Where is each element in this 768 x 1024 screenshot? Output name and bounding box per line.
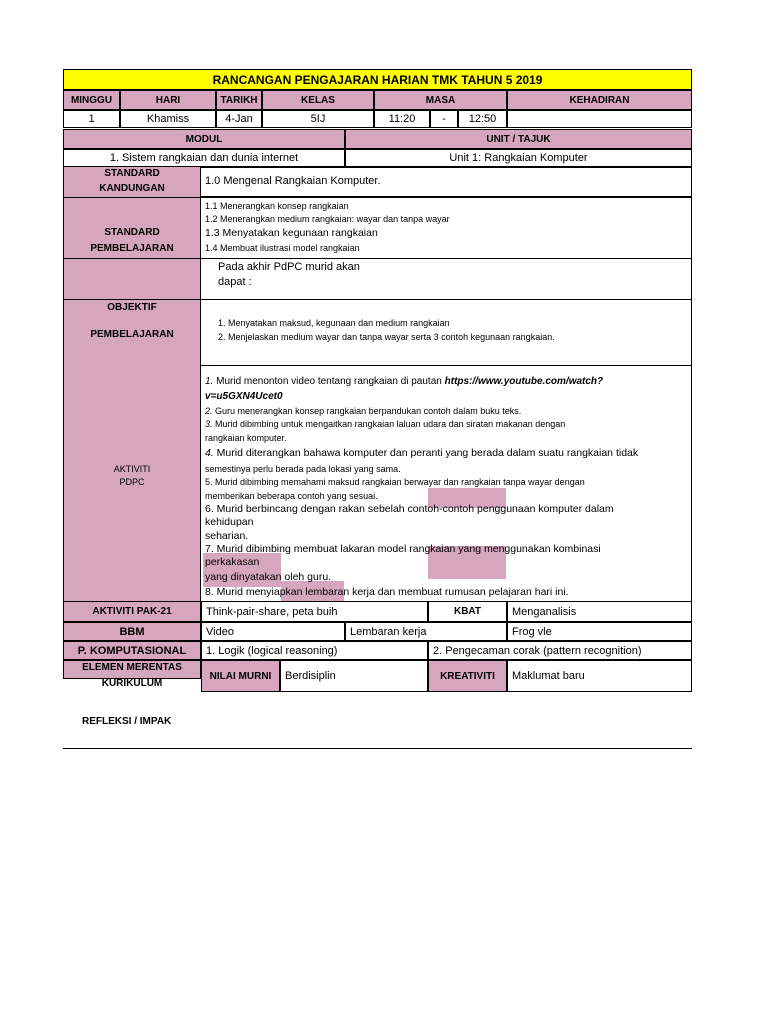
header-tarikh-text: TARIKH [220,94,258,106]
kbat-label [428,601,507,622]
aktiviti-1 [205,376,603,387]
aktiviti-4-num: 4. [205,447,214,459]
aktiviti-6: 6. Murid berbincang dengan rakan sebelah contoh-contoh penggunaan komputer dalam [205,503,614,515]
unit-value [345,149,692,167]
komputasional-label [63,641,201,660]
kreativiti-label-text: KREATIVITI [440,670,495,682]
header-hari [120,90,216,110]
aktiviti-1-text: Murid menonton video tentang rangkaian di pautan [213,376,445,387]
aktiviti-7-cont: perkakasan [205,556,260,568]
modul-value [63,149,345,167]
pak21-label [63,601,201,622]
header-kelas-text: KELAS [301,94,335,106]
unit-header-text: UNIT / TAJUK [486,133,551,145]
aktiviti-8: 8. Murid menyiapkan lembaran kerja dan membuat rumusan pelajaran hari ini. [205,586,569,598]
aktiviti-label-2: PDPC [119,477,145,487]
minggu-value [63,110,120,128]
header-kelas [262,90,374,110]
bbm-value-3 [507,622,692,641]
aktiviti-1-link-cont[interactable]: v=u5GXN4Ucet0 [205,391,283,402]
kehadiran-value [507,110,692,128]
standard-kandungan-value: 1.0 Mengenal Rangkaian Komputer. [205,175,381,187]
row-divider [201,691,692,692]
bbm-value-1 [201,622,345,641]
bbm-value-1-text: Video [206,625,234,638]
aktiviti-3 [205,419,565,429]
tarikh-value [216,110,262,128]
row-divider [63,258,692,259]
masa-start [374,110,430,128]
komputasional-value-2-text: 2. Pengecaman corak (pattern recognition) [433,644,642,657]
kbat-label-text: KBAT [453,606,482,617]
header-masa [374,90,507,110]
aktiviti-2 [205,406,521,416]
bbm-value-3-text: Frog vle [512,625,552,638]
aktiviti-5-cont: memberikan beberapa contoh yang sesuai. [205,491,378,501]
table-right-border [691,167,692,601]
elemen-label-1: ELEMEN MERENTAS [82,662,182,673]
modul-header [63,129,345,149]
standard-pembelajaran-label-2: PEMBELAJARAN [90,243,174,254]
hari-value-text: Khamiss [146,113,190,125]
komputasional-label-text: P. KOMPUTASIONAL [77,644,187,657]
minggu-value-text: 1 [88,113,95,125]
masa-end-text: 12:50 [468,113,497,125]
modul-value-text: 1. Sistem rangkaian dan dunia internet [109,152,299,164]
objektif-item-2: 2. Menjelaskan medium wayar dan tanpa wayar serta 3 contoh kegunaan rangkaian. [218,332,555,342]
aktiviti-7: 7. Murid dibimbing membuat lakaran model rangkaian yang menggunakan kombinasi [205,543,601,555]
kelas-value [262,110,374,128]
nilai-murni-value-text: Berdisiplin [285,670,336,682]
kreativiti-value [507,660,692,691]
refleksi-underline [63,748,692,749]
aktiviti-3-cont: rangkaian komputer. [205,433,287,443]
pak21-value-text: Think-pair-share, peta buih [206,605,338,618]
aktiviti-3-text: Murid dibimbing untuk mengaitkan rangkaian laluan udara dan siratan makanan dengan [212,419,566,429]
komputasional-value-1 [201,641,428,660]
hari-value [120,110,216,128]
aktiviti-4-text: Murid diterangkan bahawa komputer dan peranti yang berada dalam suatu rangkaian tidak [213,447,639,459]
aktiviti-6-cont-2: seharian. [205,530,249,542]
standard-pembelajaran-label-1: STANDARD [104,227,160,238]
bbm-label-text: BBM [119,625,145,638]
aktiviti-label-1: AKTIVITI [113,464,151,474]
page-title [63,69,692,90]
aktiviti-3-num: 3. [205,419,213,429]
elemen-label-2: KURIKULUM [101,678,163,689]
header-tarikh [216,90,262,110]
sp-item-3: 1.3 Menyatakan kegunaan rangkaian [205,227,378,239]
aktiviti-2-text: Guru menerangkan konsep rangkaian berpandukan contoh dalam buku teks. [212,406,522,416]
masa-separator-text: - [442,113,446,125]
masa-end [458,110,507,128]
objektif-label-2: PEMBELAJARAN [90,329,174,340]
bbm-value-2-text: Lembaran kerja [350,625,427,638]
objektif-intro-1: Pada akhir PdPC murid akan [218,261,360,273]
bbm-value-2 [345,622,507,641]
pak21-value [201,601,428,622]
nilai-murni-label-text: NILAI MURNI [209,670,272,682]
kreativiti-label [428,660,507,691]
kbat-value-text: Menganalisis [512,605,577,618]
nilai-murni-label [201,660,280,691]
row-divider [63,299,692,300]
kbat-value [507,601,692,622]
row-divider [201,365,692,366]
aktiviti-6-cont: kehidupan [205,516,254,528]
aktiviti-4-cont: semestinya perlu berada pada lokasi yang sama. [205,464,401,474]
bbm-label [63,622,201,641]
kelas-value-text: 5IJ [310,113,326,125]
tarikh-value-text: 4-Jan [225,113,253,125]
unit-value-text: Unit 1: Rangkaian Komputer [449,152,588,164]
header-minggu-text: MINGGU [70,94,113,106]
aktiviti-2-num: 2. [205,406,213,416]
refleksi-label: REFLEKSI / IMPAK [82,716,172,727]
modul-header-text: MODUL [185,133,223,145]
unit-header [345,129,692,149]
aktiviti-1-link[interactable]: https://www.youtube.com/watch? [444,376,604,387]
header-kehadiran-text: KEHADIRAN [569,94,630,106]
aktiviti-7-cont-2: yang dinyatakan oleh guru. [205,571,332,583]
kreativiti-value-text: Maklumat baru [512,670,585,682]
page-title-text: RANCANGAN PENGAJARAN HARIAN TMK TAHUN 5 2019 [212,72,543,87]
sp-item-1: 1.1 Menerangkan konsep rangkaian [205,201,349,211]
pak21-label-text: AKTIVITI PAK-21 [92,606,172,617]
nilai-murni-value [280,660,428,691]
header-kehadiran [507,90,692,110]
masa-start-text: 11:20 [388,113,416,125]
aktiviti-5: 5. Murid dibimbing memahami maksud rangkaian berwayar dan rangkaian tanpa wayar dengan [205,477,585,487]
standard-kandungan-label-2: KANDUNGAN [99,183,165,194]
sp-item-2: 1.2 Menerangkan medium rangkaian: wayar dan tanpa wayar [205,214,450,224]
komputasional-value-1-text: 1. Logik (logical reasoning) [206,644,338,657]
header-hari-text: HARI [155,94,181,106]
header-minggu [63,90,120,110]
aktiviti-4 [205,447,638,459]
sp-item-4: 1.4 Membuat ilustrasi model rangkaian [205,243,360,253]
aktiviti-1-num: 1. [205,376,214,387]
standard-kandungan-label-1: STANDARD [104,168,160,179]
header-masa-text: MASA [425,94,456,106]
objektif-intro-2: dapat : [218,276,252,288]
row-divider [63,197,692,198]
objektif-label-1: OBJEKTIF [107,302,157,313]
komputasional-value-2 [428,641,692,660]
objektif-item-1: 1. Menyatakan maksud, kegunaan dan medium rangkaian [218,318,450,328]
masa-separator [430,110,458,128]
